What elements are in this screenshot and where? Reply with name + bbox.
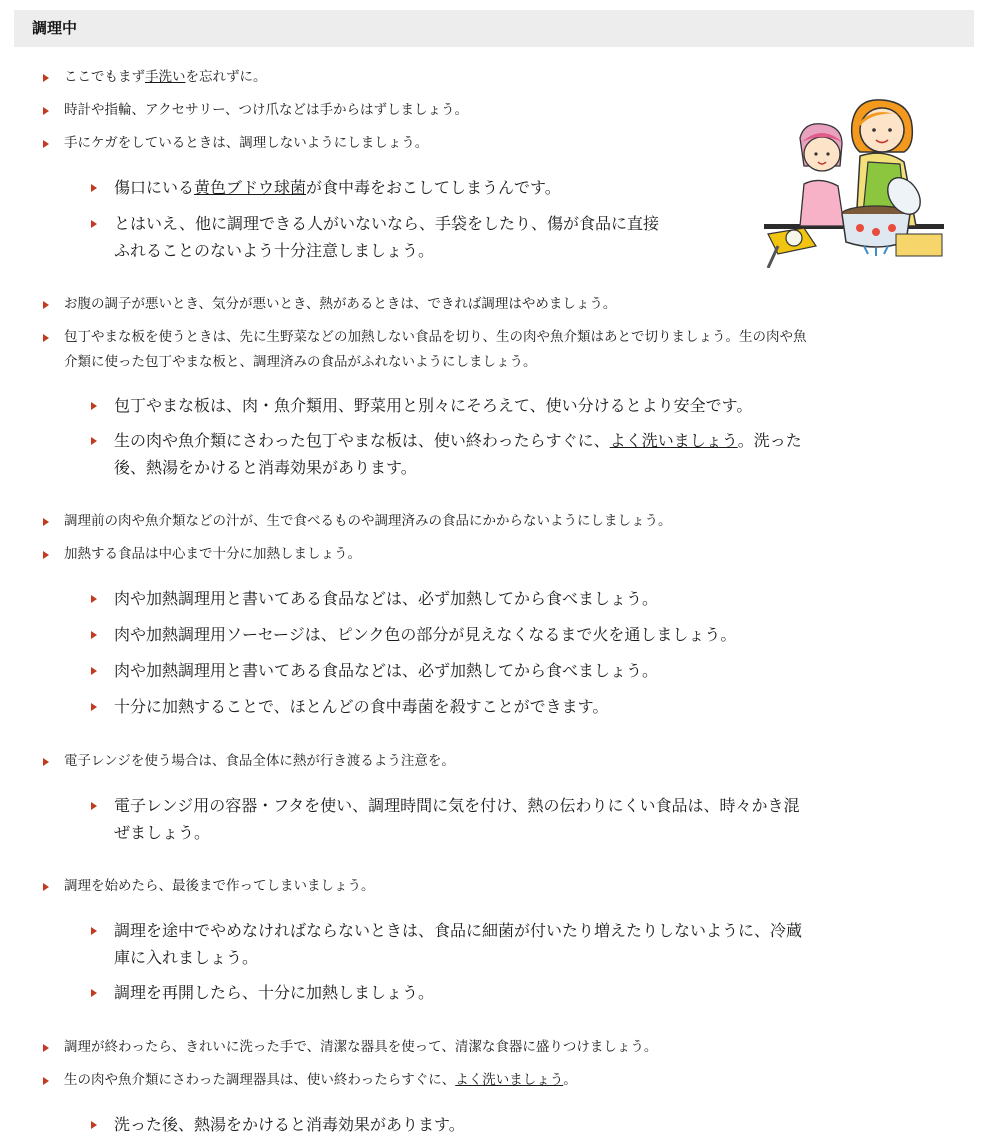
bullet-arrow-icon <box>43 518 49 526</box>
sub-list-item: 傷口にいる黄色ブドウ球菌が食中毒をおこしてしまうんです。 <box>90 174 561 201</box>
bullet-arrow-icon <box>43 334 49 342</box>
list-item: 生の肉や魚介類にさわった調理器具は、使い終わったらすぐに、よく洗いましょう。 <box>42 1068 577 1093</box>
sub-list-item: 十分に加熱することで、ほとんどの食中毒菌を殺すことができます。 <box>90 693 608 720</box>
sub-list-item: 肉や加熱調理用と書いてある食品などは、必ず加熱してから食べましょう。 <box>90 657 658 684</box>
sub-list-item: 電子レンジ用の容器・フタを使い、調理時間に気を付け、熱の伝わりにくい食品は、時々かき混 ぜましょう。 <box>90 792 799 846</box>
bullet-arrow-icon <box>91 631 97 639</box>
bullet-arrow-icon <box>43 1044 49 1052</box>
bullet-arrow-icon <box>43 107 49 115</box>
bullet-arrow-icon <box>43 551 49 559</box>
bullet-arrow-icon <box>91 989 97 997</box>
sub-list-item: とはいえ、他に調理できる人がいないなら、手袋をしたり、傷が食品に直接 ふれることのないよう十分注意しましょう。 <box>90 210 659 264</box>
list-item: 時計や指輪、アクセサリー、つけ爪などは手からはずしましょう。 <box>42 98 468 123</box>
section-title: 調理中 <box>32 19 78 37</box>
bullet-arrow-icon <box>43 74 49 82</box>
list-item: 調理を始めたら、最後まで作ってしまいましょう。 <box>42 874 375 899</box>
bullet-arrow-icon <box>91 927 97 935</box>
bullet-arrow-icon <box>91 437 97 445</box>
handwashing-link[interactable]: 手洗い <box>145 69 186 85</box>
bullet-arrow-icon <box>43 758 49 766</box>
bullet-arrow-icon <box>91 184 97 192</box>
bullet-arrow-icon <box>91 595 97 603</box>
sub-list-item: 洗った後、熱湯をかけると消毒効果があります。 <box>90 1111 465 1138</box>
list-item: 包丁やまな板を使うときは、先に生野菜などの加熱しない食品を切り、生の肉や魚介類はあとで切りましょう。生の肉や魚 介類に使った包丁やまな板と、調理済みの食品がふれないようにしましょう。 <box>42 325 807 375</box>
bullet-arrow-icon <box>43 301 49 309</box>
list-item: 加熱する食品は中心まで十分に加熱しましょう。 <box>42 542 361 567</box>
bullet-arrow-icon <box>91 802 97 810</box>
sub-list-item: 生の肉や魚介類にさわった包丁やまな板は、使い終わったらすぐに、よく洗いましょう。洗った 後、熱湯をかけると消毒効果があります。 <box>90 427 802 481</box>
wash-well-link[interactable]: よく洗いましょう <box>609 431 738 450</box>
bullet-arrow-icon <box>91 402 97 410</box>
list-item: お腹の調子が悪いとき、気分が悪いとき、熱があるときは、できれば調理はやめましょう。 <box>42 292 616 317</box>
bullet-arrow-icon <box>91 1121 97 1129</box>
list-item: 手にケガをしているときは、調理しないようにしましょう。 <box>42 131 428 156</box>
bullet-arrow-icon <box>43 883 49 891</box>
list-item: 電子レンジを使う場合は、食品全体に熱が行き渡るよう注意を。 <box>42 749 455 774</box>
list-item: 調理が終わったら、きれいに洗った手で、清潔な器具を使って、清潔な食器に盛りつけましょう。 <box>42 1035 657 1060</box>
bullet-arrow-icon <box>43 1077 49 1085</box>
staphylococcus-link[interactable]: 黄色ブドウ球菌 <box>194 178 307 197</box>
sub-list-item: 包丁やまな板は、肉・魚介類用、野菜用と別々にそろえて、使い分けるとより安全です。 <box>90 392 752 419</box>
list-item: 調理前の肉や魚介類などの汁が、生で食べるものや調理済みの食品にかからないようにしましょう。 <box>42 509 672 534</box>
cooking-mother-child-illustration <box>764 96 944 268</box>
sub-list-item: 調理を再開したら、十分に加熱しましょう。 <box>90 979 434 1006</box>
bullet-arrow-icon <box>91 703 97 711</box>
wash-well-link[interactable]: よく洗いましょう <box>455 1072 564 1088</box>
sub-list-item: 肉や加熱調理用と書いてある食品などは、必ず加熱してから食べましょう。 <box>90 585 658 612</box>
bullet-arrow-icon <box>91 667 97 675</box>
bullet-arrow-icon <box>43 140 49 148</box>
section-header <box>14 10 974 47</box>
list-item: ここでもまず手洗いを忘れずに。 <box>42 65 267 90</box>
bullet-arrow-icon <box>91 220 97 228</box>
sub-list-item: 調理を途中でやめなければならないときは、食品に細菌が付いたり増えたりしないように、冷蔵 庫に入れましょう。 <box>90 917 802 971</box>
sub-list-item: 肉や加熱調理用ソーセージは、ピンク色の部分が見えなくなるまで火を通しましょう。 <box>90 621 736 648</box>
